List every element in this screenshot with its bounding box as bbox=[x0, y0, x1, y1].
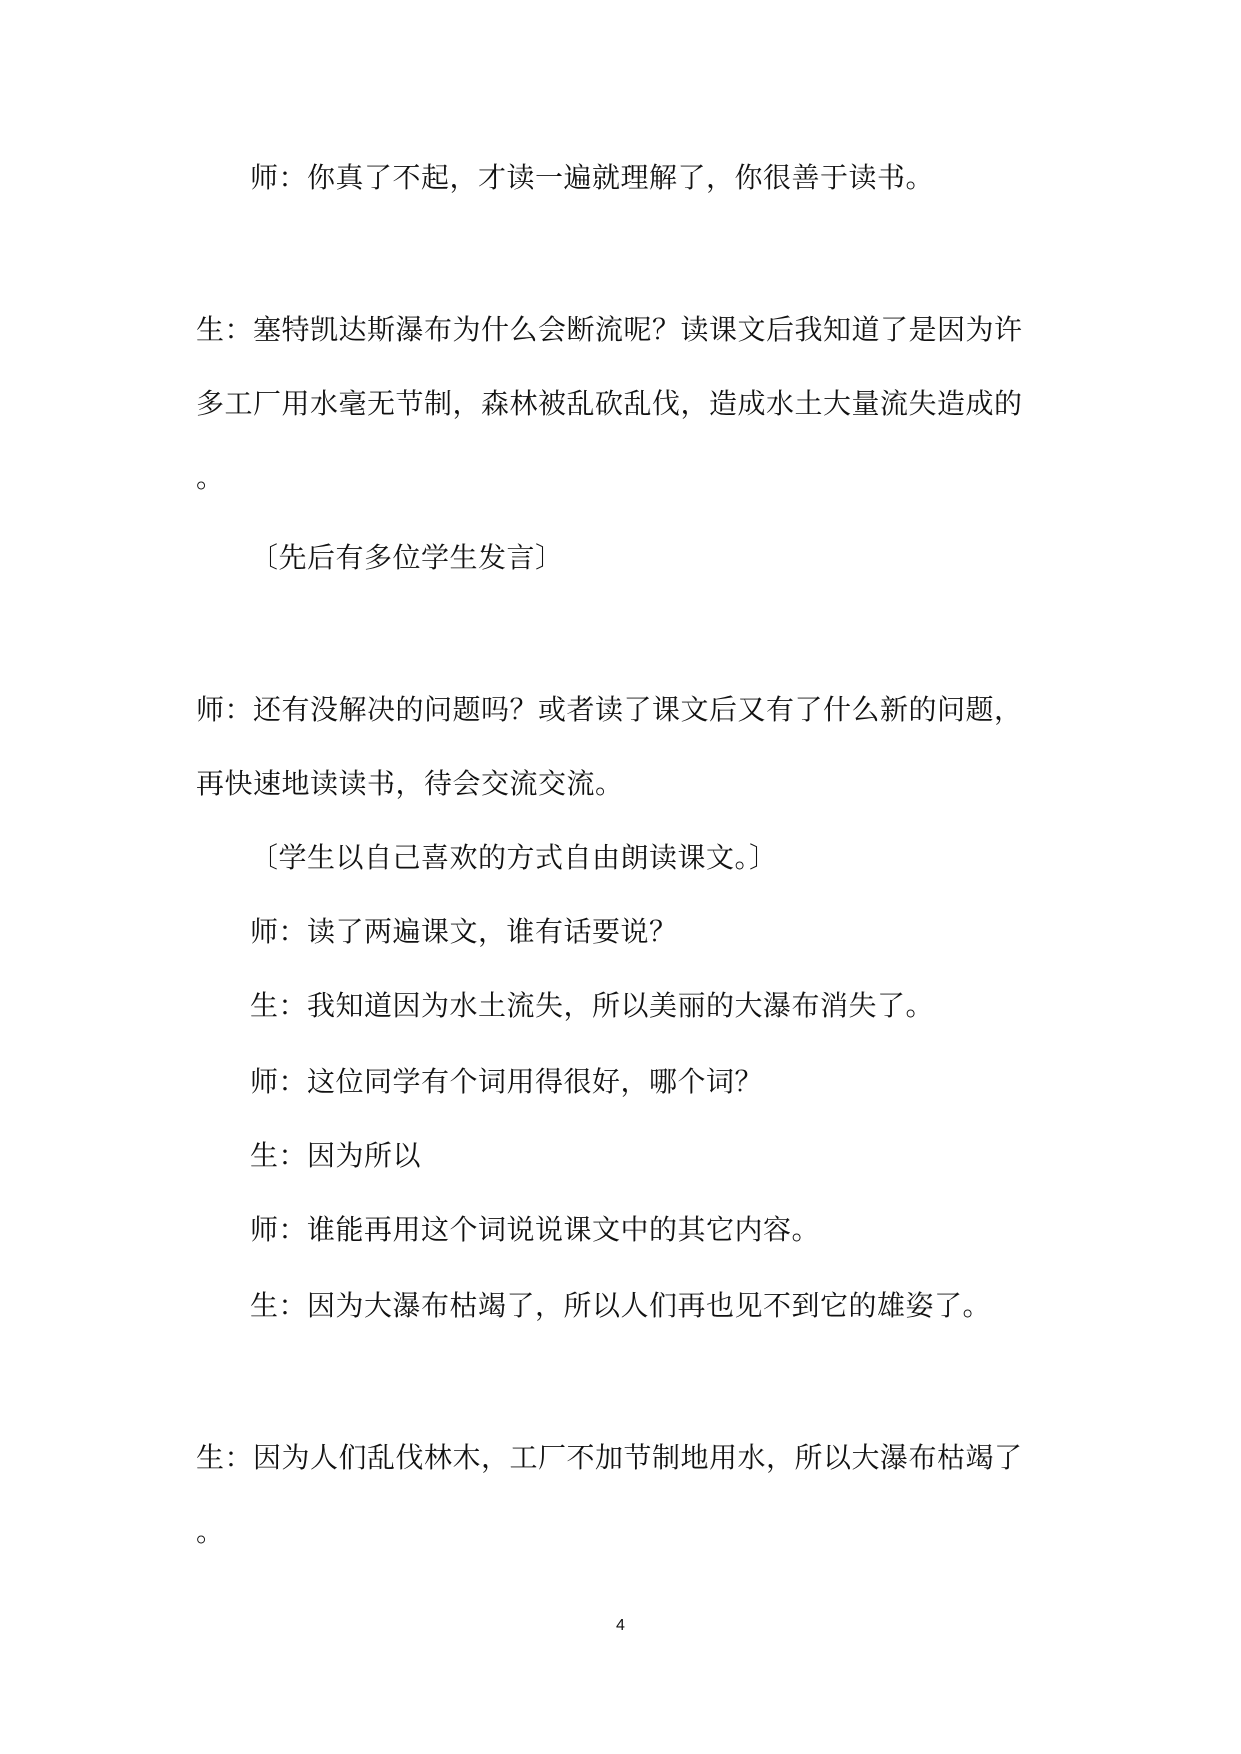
text-line-6: 师：还有没解决的问题吗？或者读了课文后又有了什么新的问题， bbox=[196, 693, 1023, 726]
page-number: 4 bbox=[616, 1617, 625, 1634]
text-line-5: 〔先后有多位学生发言〕 bbox=[250, 541, 564, 574]
text-line-14: 生：因为大瀑布枯竭了，所以人们再也见不到它的雄姿了。 bbox=[250, 1289, 992, 1322]
text-line-15: 生：因为人们乱伐林木，工厂不加节制地用水，所以大瀑布枯竭了 bbox=[196, 1441, 1023, 1474]
text-line-1: 师：你真了不起，才读一遍就理解了，你很善于读书。 bbox=[250, 161, 935, 194]
text-line-11: 师：这位同学有个词用得很好，哪个词？ bbox=[250, 1065, 764, 1098]
text-line-10: 生：我知道因为水土流失，所以美丽的大瀑布消失了。 bbox=[250, 989, 935, 1022]
text-line-12: 生：因为所以 bbox=[250, 1139, 422, 1172]
text-line-2: 生：塞特凯达斯瀑布为什么会断流呢？读课文后我知道了是因为许 bbox=[196, 313, 1023, 346]
text-line-8: 〔学生以自己喜欢的方式自由朗读课文。〕 bbox=[250, 841, 778, 874]
text-line-16: 。 bbox=[196, 1515, 225, 1548]
text-line-3: 多工厂用水毫无节制，森林被乱砍乱伐，造成水土大量流失造成的 bbox=[196, 387, 1023, 420]
text-line-13: 师：谁能再用这个词说说课文中的其它内容。 bbox=[250, 1213, 821, 1246]
text-line-4: 。 bbox=[196, 461, 225, 494]
text-line-9: 师：读了两遍课文，谁有话要说？ bbox=[250, 915, 678, 948]
text-line-7: 再快速地读读书，待会交流交流。 bbox=[196, 767, 624, 800]
